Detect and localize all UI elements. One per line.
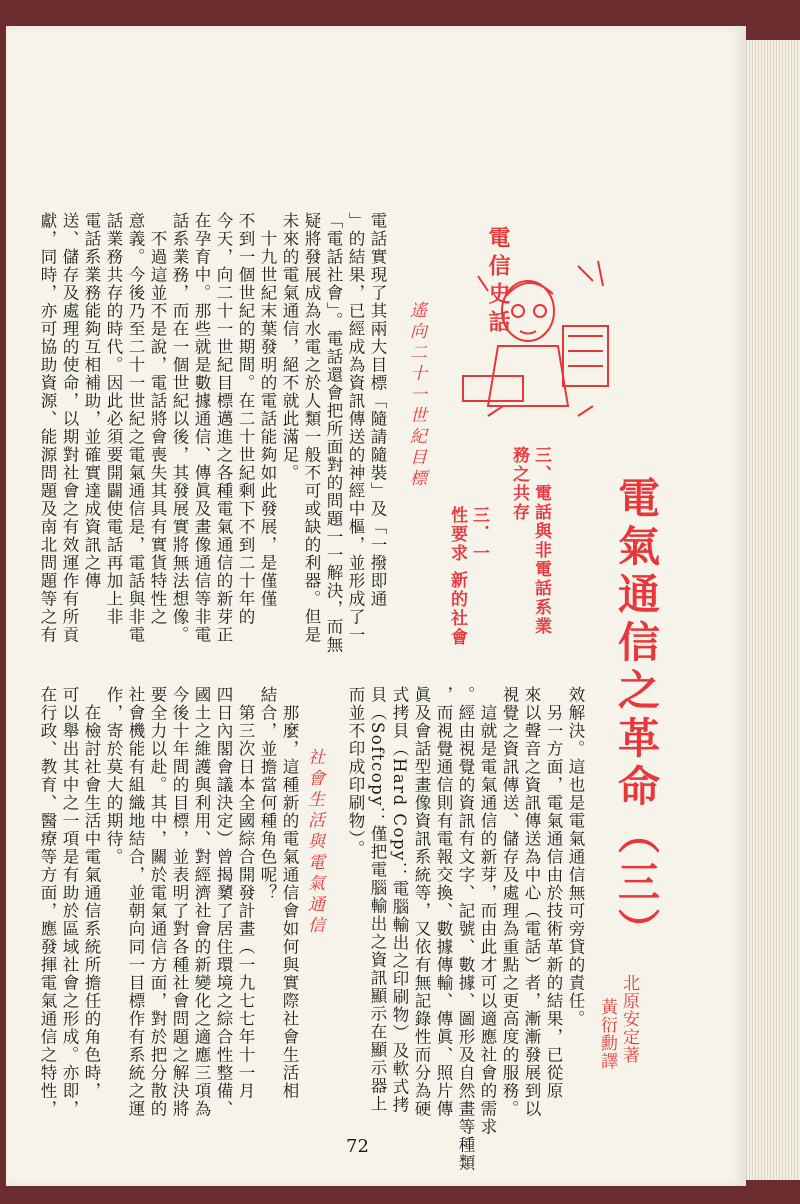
section-heading-3-1: 三．一 性要求: [447, 506, 489, 563]
body-text-upper: 電話實現了其兩大目標「隨請隨裝」及「一撥即通 」的結果，已經成為資訊傳送的神經中樞，並形成了一 「電話社會」。電話還會把所面對的問題一一解決，而無 疑將發展成為水電之於人類一般不可或缺的利器。但是 未來的電氣通信，絕不就此滿足。 十九世紀末葉發明的電話能夠如此發展，是僅僅 不到一個世紀的期間。在二十世紀剩下不到二十年的 今天，向二十一世紀目標邁進之各種電氣通信的新芽正 在孕育中。那些就是數據通信、傳眞及畫像通信等非電 話系業務，而在一個世紀以後，其發展實將無法想像。 不過這並不是說，電話將會喪失其具有實貨特性之 意義。今後乃至二十一世紀之電氣通信是，電話與非電 話業務共存的時代。因此必須要開闢使電話再加上非 電話系業務能夠互相補助，並確實達成資訊之傳 送、儲存及處理的使命，以期對社會之有效運作有所貢 獻，同時，亦可協助資源、能源問題及南北問題等之有: [38, 212, 387, 654]
author-credit: 北原安定著: [619, 974, 639, 1064]
section-heading-goal: 遙向二十一世紀目標: [406, 301, 426, 490]
series-heading: 電信史話: [485, 226, 510, 338]
section-heading-coexist: 三、電話與非電話系業 務之共存: [509, 446, 551, 636]
page-number: 72: [346, 1136, 369, 1157]
translator-credit: 黃衍勳譯: [597, 998, 617, 1070]
article-title: 電氣通信之革命（三）: [612, 476, 661, 956]
man-at-desk-illustration: [458, 256, 618, 426]
section-heading-social-life: 社會生活與電氣通信: [304, 748, 324, 937]
page-edges: [738, 40, 800, 1180]
book-page: [6, 26, 746, 1186]
body-text-lower: 效解決。這也是電氣通信無可旁貸的責任。 另一方面，電氣通信由於技術革新的結果，已從原 來以聲音之資訊傳送為中心（電話）者，漸漸發展到以 視覺之資訊傳送、儲存及處理為重點之更高度的服務。 這就是電氣通信的新芽，而由此才可以適應社會的需求 。經由視覺的資訊有文字、記號、數據、圖形及自然畫等種類 ，而視覺通信則有電報交換、數據傳輸、傳眞、照片傳 眞及會話型畫像資訊系統等，又依有無記錄性而分為硬 式拷貝（Hard Copy：電腦輸出之印刷物）及軟式拷 貝（Softcopy：僅把電腦輸出之資訊顯示在顯示器上 而並不印成印刷物）。 那麼，這種新的電氣通信會如何與實際社會生活相 結合，並擔當何種角色呢？ 第三次日本全國綜合開發計畫（一九七七年十一月 四日內閣會議決定）曾揭櫫了居住環境之綜合性整備、 國土之維護與利用、對經濟社會的新變化之適應三項為 今後十年間的目標，並表明了對各種社會問題之解決將 要全力以赴。其中，關於電氣通信方面，對於把分散的 社會機能有組織地結合，並朝向同一目標作有系統之運 作，寄於莫大的期待。 在檢討社會生活中電氣通信系統所擔任的角色時， 可以舉出其中之一項是有助於區域社會之形成。亦即， 在行政、教育、醫療等方面，應發揮電氣通信之特性，: [38, 686, 585, 1172]
section-heading-3-1-title: 新的社會: [447, 571, 467, 647]
